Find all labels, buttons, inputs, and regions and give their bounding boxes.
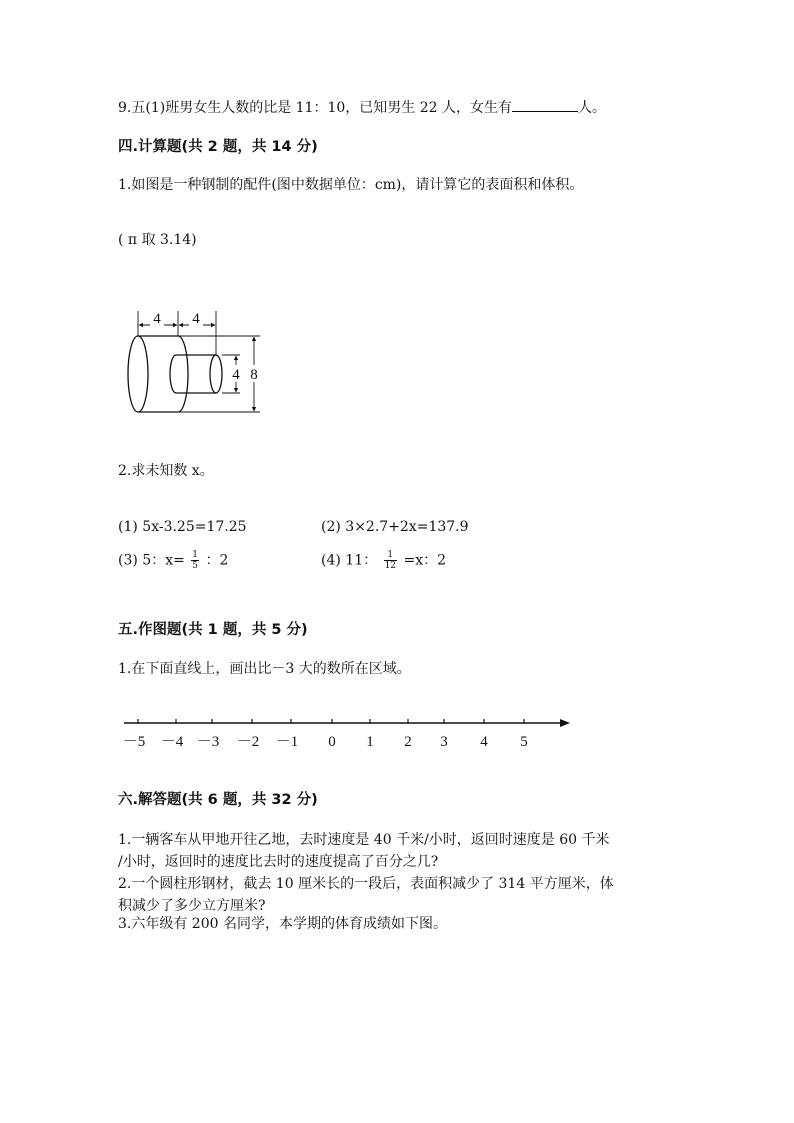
question-9-suffix: 人。: [577, 100, 606, 116]
number-line-label: 3: [440, 734, 448, 750]
number-line-label: －1: [275, 734, 299, 750]
section-4-q2-text: 2.求未知数 x。: [118, 463, 214, 479]
equation-3-left: (3) 5：x=: [118, 552, 185, 569]
number-line-label: －3: [196, 734, 220, 750]
equation-3-right: ：2: [205, 552, 229, 569]
number-line-label: －4: [160, 734, 184, 750]
section-4-q1-pi-note: ( π 取 3.14): [118, 232, 197, 248]
dim-large-diameter: 8: [250, 367, 258, 383]
number-line-arrow: [560, 719, 570, 727]
fraction-numerator: 1: [192, 550, 199, 560]
number-line-label: －2: [236, 734, 260, 750]
section-4-q1-text: 1.如图是一种钢制的配件(图中数据单位：cm)，请计算它的表面积和体积。: [118, 177, 584, 193]
number-line[interactable]: [118, 710, 578, 755]
dim-small-diameter: 4: [232, 367, 240, 383]
number-line-label: 1: [366, 734, 374, 750]
section-6-q2-line1: 2.一个圆柱形钢材，截去 10 厘米长的一段后，表面积减少了 314 平方厘米，体: [118, 876, 614, 892]
equation-1: (1) 5x-3.25=17.25: [118, 519, 247, 535]
fraction-one-fifth: [191, 550, 199, 571]
fraction-denominator: 5: [192, 561, 199, 571]
section-6-q1-line1: 1.一辆客车从甲地开往乙地，去时速度是 40 千米/小时，返回时速度是 60 千米: [118, 832, 610, 848]
equation-4: [321, 550, 446, 571]
section-6-q2-line2: 积减少了多少立方厘米?: [118, 898, 266, 914]
question-9-text: 9.五(1)班男女生人数的比是 11：10，已知男生 22 人，女生有: [118, 100, 512, 116]
equation-3: [118, 550, 228, 571]
number-line-label: 0: [328, 734, 336, 750]
section-6-q3-text: 3.六年级有 200 名同学，本学期的体育成绩如下图。: [118, 916, 447, 932]
fraction-numerator: 1: [384, 550, 397, 561]
steel-part-figure: [118, 303, 268, 415]
fraction-denominator: 12: [384, 561, 397, 571]
section-5-heading: 五.作图题(共 1 题，共 5 分): [118, 622, 308, 638]
section-6-q1-line2: /小时，返回时的速度比去时的速度提高了百分之几?: [118, 854, 439, 870]
dim-right-length: 4: [192, 311, 200, 327]
number-line-label: －5: [122, 734, 146, 750]
number-line-label: 4: [480, 734, 488, 750]
number-line-label: 2: [404, 734, 412, 750]
question-9: [118, 98, 606, 118]
number-line-label: 5: [520, 734, 528, 750]
equation-4-left: (4) 11：: [321, 552, 378, 569]
equation-4-right: =x：2: [403, 552, 447, 569]
section-5-q1-text: 1.在下面直线上，画出比－3 大的数所在区域。: [118, 661, 411, 677]
section-4-heading: 四.计算题(共 2 题，共 14 分): [118, 139, 318, 155]
dim-left-length: 4: [153, 311, 161, 327]
section-6-heading: 六.解答题(共 6 题，共 32 分): [118, 792, 318, 808]
fraction-one-twelfth: [384, 550, 397, 571]
answer-blank[interactable]: [512, 98, 578, 112]
equation-2: (2) 3×2.7+2x=137.9: [321, 519, 469, 535]
